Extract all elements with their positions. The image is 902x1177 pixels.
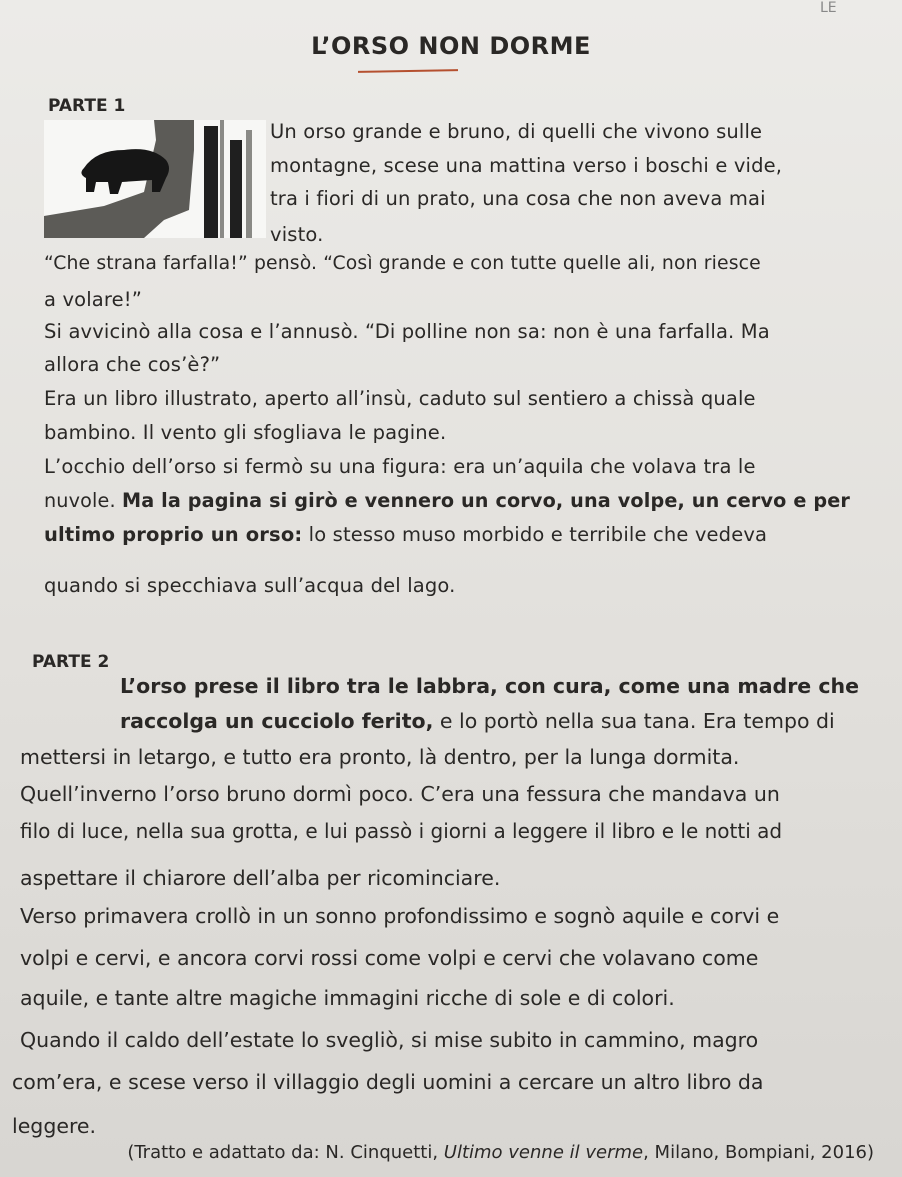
bear-icon: [44, 120, 266, 238]
part1-line-7: Si avvicinò alla cosa e l’annusò. “Di polline non sa: non è una farfalla. Ma: [44, 320, 770, 343]
bear-illustration: [44, 120, 266, 238]
part-2-label: PARTE 2: [32, 652, 110, 672]
part2-line-5: filo di luce, nella sua grotta, e lui passò i giorni a leggere il libro e le notti ad: [20, 819, 783, 843]
title-underline: [358, 69, 458, 73]
part1-line-14: quando si specchiava sull’acqua del lago.: [44, 574, 456, 597]
part1-line-8: allora che cos’è?”: [44, 353, 221, 376]
part2-line-2-normal: e lo portò nella sua tana. Era tempo di: [433, 709, 835, 733]
part1-line-13: [44, 525, 767, 545]
part1-line-12: [44, 491, 850, 510]
part1-line-2: montagne, scese una mattina verso i boschi e vide,: [270, 154, 783, 177]
source-credit: [127, 1142, 874, 1163]
part2-line-12: leggere.: [12, 1114, 97, 1138]
credit-book-title: Ultimo venne il verme: [443, 1142, 644, 1163]
part1-line-12-bold: Ma la pagina si girò e vennero un corvo, una volpe, un cervo e per: [121, 489, 850, 512]
part2-line-2: [120, 711, 835, 732]
part2-line-7: Verso primavera crollò in un sonno profondissimo e sognò aquile e corvi e: [20, 904, 780, 928]
part2-line-4: Quell’inverno l’orso bruno dormì poco. C’era una fessura che mandava un: [20, 782, 780, 806]
part1-line-9: Era un libro illustrato, aperto all’insù, caduto sul sentiero a chissà quale: [44, 387, 756, 410]
part2-line-2-bold: raccolga un cucciolo ferito,: [120, 709, 434, 733]
corner-mark: LE: [820, 0, 837, 16]
part1-line-6: a volare!”: [44, 288, 142, 311]
part2-line-3: mettersi in letargo, e tutto era pronto, là dentro, per la lunga dormita.: [20, 745, 740, 769]
part2-line-10: Quando il caldo dell’estate lo svegliò, si mise subito in cammino, magro: [20, 1028, 759, 1052]
part2-line-9: aquile, e tante altre magiche immagini ricche di sole e di colori.: [20, 986, 675, 1010]
part1-line-12-normal: nuvole.: [44, 489, 122, 512]
part2-line-6: aspettare il chiarore dell’alba per ricominciare.: [20, 866, 501, 890]
part2-line-11: com’era, e scese verso il villaggio degli uomini a cercare un altro libro da: [12, 1070, 764, 1094]
part1-line-1: Un orso grande e bruno, di quelli che vivono sulle: [270, 120, 763, 143]
part2-line-8: volpi e cervi, e ancora corvi rossi come volpi e cervi che volavano come: [20, 946, 759, 970]
part-1-label: PARTE 1: [48, 96, 126, 116]
credit-suffix: , Milano, Bompiani, 2016): [643, 1142, 874, 1163]
part2-line-1: L’orso prese il libro tra le labbra, con cura, come una madre che: [120, 674, 860, 698]
part1-line-10: bambino. Il vento gli sfogliava le pagine.: [44, 421, 447, 444]
part1-line-13-bold: ultimo proprio un orso:: [44, 523, 303, 546]
part1-line-5: “Che strana farfalla!” pensò. “Così grande e con tutte quelle ali, non riesce: [44, 253, 761, 274]
part1-line-4: visto.: [270, 223, 324, 246]
credit-prefix: (Tratto e adattato da: N. Cinquetti,: [127, 1142, 444, 1163]
part1-line-11: L’occhio dell’orso si fermò su una figura: era un’aquila che volava tra le: [44, 455, 756, 478]
part1-line-3: tra i fiori di un prato, una cosa che non aveva mai: [270, 187, 766, 210]
story-title: L’ORSO NON DORME: [311, 32, 591, 60]
part1-line-13-normal: lo stesso muso morbido e terribile che vedeva: [302, 523, 768, 546]
